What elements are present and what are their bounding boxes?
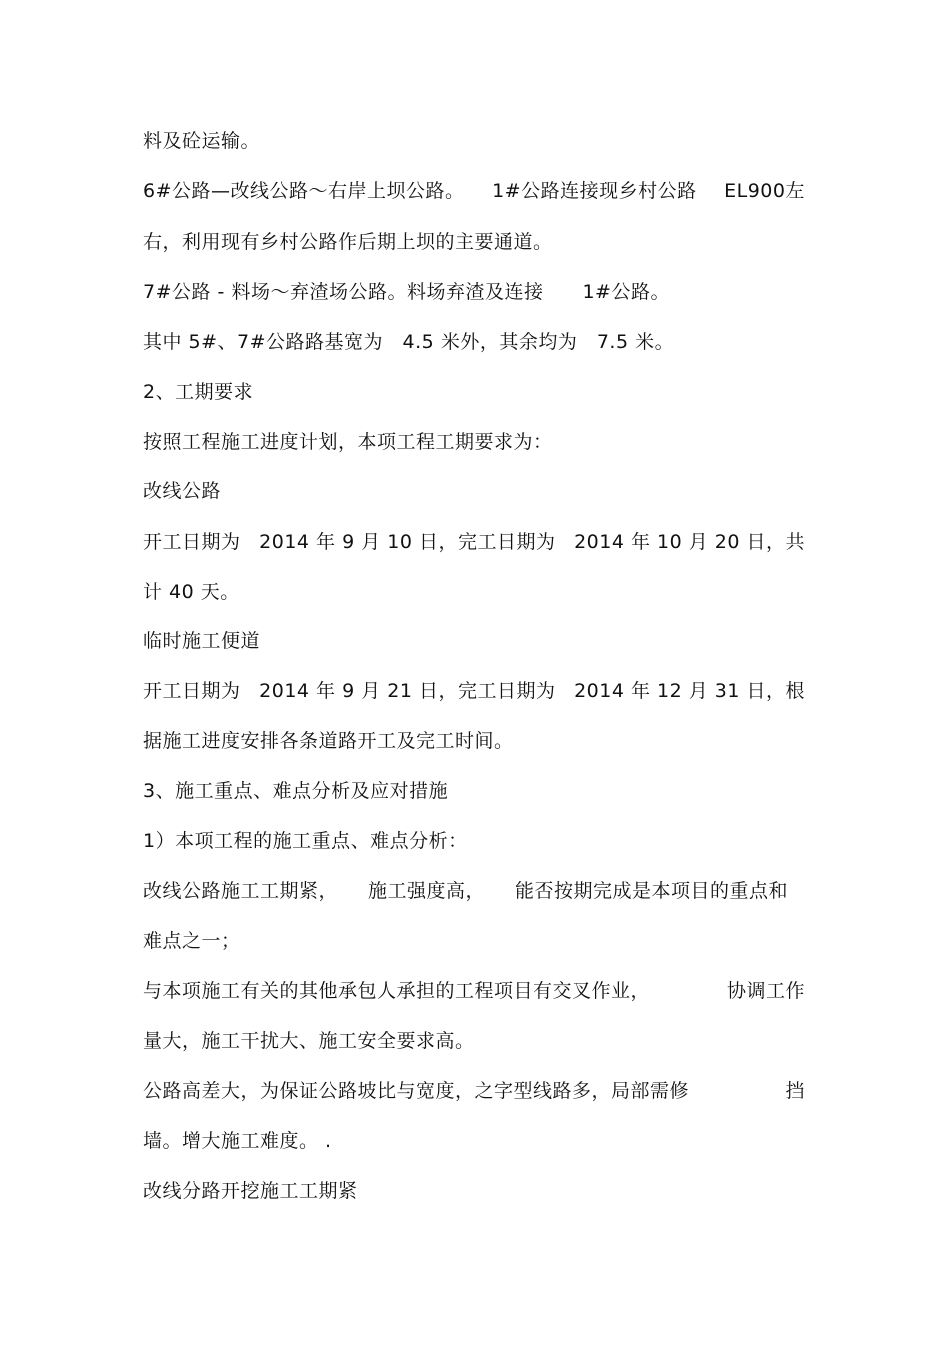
text-line: 其中 5#、7#公路路基宽为 4.5 米外，其余均为 7.5 米。: [143, 331, 675, 353]
text-line: [143, 976, 805, 1006]
text-segment: 与本项施工有关的其他承包人承担的工程项目有交叉作业，: [143, 980, 651, 1002]
subsection-heading: 临时施工便道: [143, 630, 261, 652]
text-segment: 公路高差大，为保证公路坡比与宽度，之字型线路多，局部需修: [143, 1080, 690, 1102]
text-segment: 开工日期为: [143, 680, 241, 702]
text-line: 难点之一；: [143, 930, 241, 952]
text-segment: 1#公路连接现乡村公路: [492, 180, 697, 202]
text-segment: 改线公路施工工期紧，: [143, 880, 339, 902]
text-line: 料及砼运输。: [143, 130, 261, 152]
text-segment: 能否按期完成是本项目的重点和: [514, 880, 788, 902]
text-line: [143, 676, 805, 706]
text-line: 7#公路 - 料场～弃渣场公路。料场弃渣及连接 1#公路。: [143, 281, 670, 303]
text-line: 量大，施工干扰大、施工安全要求高。: [143, 1030, 475, 1052]
text-line: [143, 876, 788, 906]
text-segment: 2014 年 10 月 20 日，共: [574, 531, 805, 553]
text-line: 按照工程施工进度计划，本项工程工期要求为：: [143, 431, 553, 453]
text-segment: 2014 年 12 月 31 日，根: [574, 680, 805, 702]
text-line: 计 40 天。: [143, 581, 240, 603]
text-segment: 挡: [785, 1080, 805, 1102]
text-line: 右，利用现有乡村公路作后期上坝的主要通道。: [143, 231, 553, 253]
section-heading: 3、施工重点、难点分析及应对措施: [143, 780, 449, 802]
text-segment: 2014 年 9 月 10 日，完工日期为: [259, 531, 556, 553]
text-line: [143, 1076, 805, 1106]
text-line: [143, 176, 805, 206]
text-line: 改线分路开挖施工工期紧: [143, 1180, 358, 1202]
text-segment: EL900左: [724, 180, 805, 202]
text-segment: 2014 年 9 月 21 日，完工日期为: [259, 680, 556, 702]
text-segment: 开工日期为: [143, 531, 241, 553]
text-segment: 6#公路—改线公路～右岸上坝公路。: [143, 180, 465, 202]
text-segment: 协调工作: [726, 980, 805, 1002]
text-segment: 施工强度高，: [367, 880, 485, 902]
text-line: 1）本项工程的施工重点、难点分析：: [143, 830, 468, 852]
text-line: [143, 527, 805, 557]
text-line: 据施工进度安排各条道路开工及完工时间。: [143, 730, 514, 752]
subsection-heading: 改线公路: [143, 480, 222, 502]
text-line: 墙。增大施工难度。 .: [143, 1130, 332, 1152]
section-heading: 2、工期要求: [143, 381, 254, 403]
